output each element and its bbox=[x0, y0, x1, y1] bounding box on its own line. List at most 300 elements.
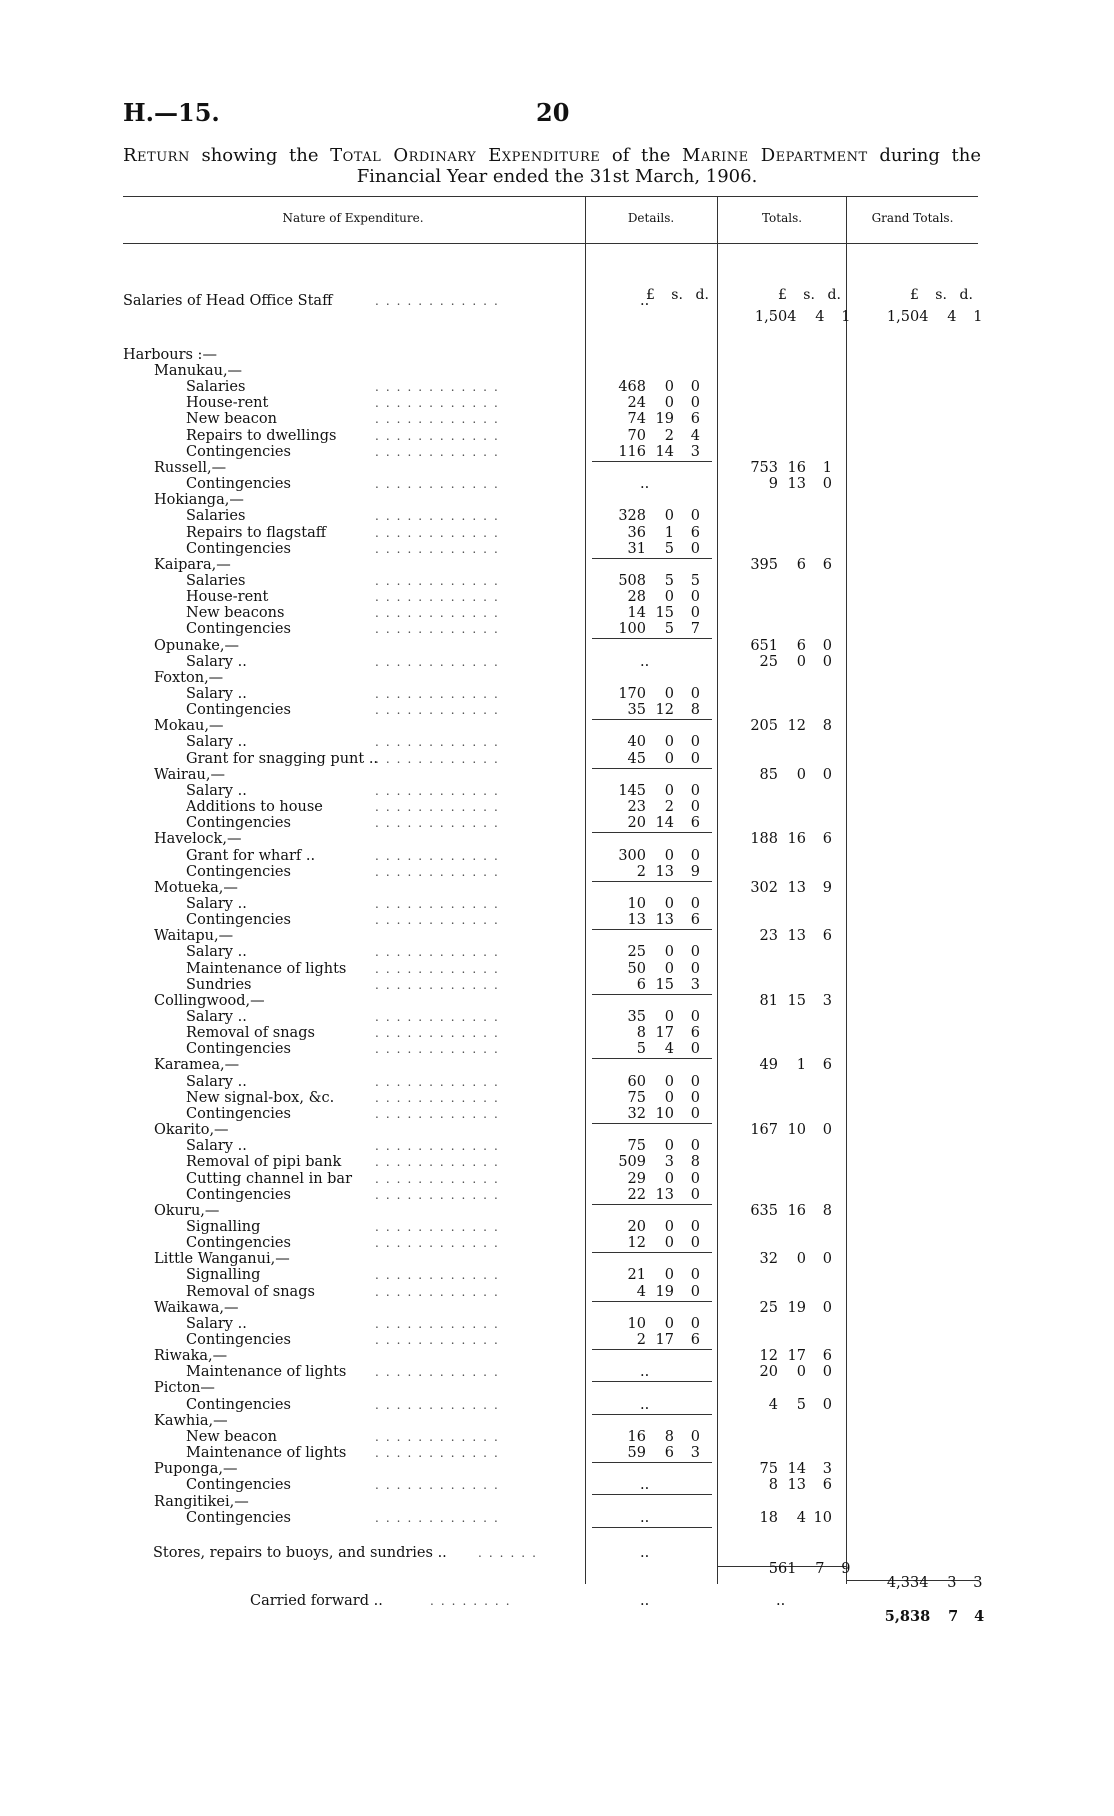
leader-dots: ............ bbox=[375, 1187, 505, 1202]
detail-amount: 2 13 9 bbox=[636, 863, 700, 880]
harbours-grand-total: 4,334 3 3 bbox=[886, 1575, 983, 1591]
harbour-name: Waikawa,— bbox=[154, 1299, 239, 1316]
detail-amount-empty: .. bbox=[640, 1477, 650, 1494]
detail-amount: 5 4 0 bbox=[636, 1041, 700, 1058]
head-office-row bbox=[0, 293, 1114, 325]
leader-dots: ............ bbox=[375, 525, 505, 540]
head-office-total: 1,504 4 1 bbox=[754, 309, 851, 325]
leader-dots: ............ bbox=[375, 1284, 505, 1299]
expenditure-item-row bbox=[0, 476, 1114, 492]
leader-dots: ............ bbox=[375, 1397, 505, 1412]
harbour-total-amount: 25 0 0 bbox=[759, 653, 832, 670]
harbour-heading-row bbox=[0, 492, 1114, 508]
item-label: Repairs to dwellings bbox=[186, 427, 337, 444]
item-label: Contingencies bbox=[186, 1186, 291, 1203]
harbour-heading-row bbox=[0, 460, 1114, 476]
carried-forward-row bbox=[0, 1593, 1114, 1625]
leader-dots: ............ bbox=[375, 477, 505, 492]
item-label: Contingencies bbox=[186, 1477, 291, 1494]
harbour-name: Russell,— bbox=[154, 459, 227, 476]
item-label: Maintenance of lights bbox=[186, 1445, 347, 1462]
expenditure-item-row bbox=[0, 1477, 1114, 1493]
leader-dots: ............ bbox=[375, 1510, 505, 1525]
expenditure-item-row bbox=[0, 848, 1114, 864]
expenditure-item-row bbox=[0, 1316, 1114, 1332]
leader-dots: ............ bbox=[375, 1010, 505, 1024]
item-label: Removal of pipi bank bbox=[186, 1154, 342, 1171]
title-word-of-the: of the bbox=[611, 145, 671, 166]
expenditure-item-row bbox=[0, 1445, 1114, 1461]
harbour-name: Motueka,— bbox=[154, 879, 238, 896]
detail-amount: 40 0 0 bbox=[627, 734, 700, 751]
leader-dots: ............ bbox=[375, 816, 505, 831]
harbour-heading-row bbox=[0, 767, 1114, 783]
leader-dots: ............ bbox=[375, 622, 505, 637]
item-label: Salary .. bbox=[186, 734, 247, 751]
stores-label: Stores, repairs to buoys, and sundries .. bbox=[153, 1545, 447, 1561]
item-label: Salary .. bbox=[186, 895, 247, 912]
item-label: Salary .. bbox=[186, 782, 247, 799]
detail-amount: 35 0 0 bbox=[627, 1009, 700, 1025]
detail-amount: 23 2 0 bbox=[627, 799, 700, 816]
item-label: Contingencies bbox=[186, 1396, 291, 1413]
item-label: Contingencies bbox=[186, 476, 291, 493]
leader-dots: ............ bbox=[375, 1139, 505, 1154]
carried-details: .. bbox=[640, 1593, 650, 1609]
leader-dots: ............ bbox=[375, 1333, 505, 1347]
harbour-heading-row bbox=[0, 1122, 1114, 1138]
harbour-name: Little Wanganui,— bbox=[154, 1251, 290, 1268]
expenditure-item-row bbox=[0, 1187, 1114, 1203]
stores-total: 561 7 9 bbox=[768, 1561, 851, 1577]
leader-dots: ............ bbox=[375, 1478, 505, 1493]
expenditure-item-row bbox=[0, 1219, 1114, 1235]
harbour-total-amount: 49 1 6 bbox=[759, 1057, 832, 1074]
column-header-grand-totals: Grand Totals. bbox=[871, 211, 954, 225]
item-label: Signalling bbox=[186, 1267, 261, 1284]
leader-dots: ............ bbox=[375, 294, 505, 308]
leader-dots: ............ bbox=[375, 961, 505, 976]
harbour-heading-row bbox=[0, 670, 1114, 686]
detail-amount: 50 0 0 bbox=[627, 960, 700, 977]
expenditure-item-row bbox=[0, 702, 1114, 718]
detail-amount: 45 0 0 bbox=[627, 750, 700, 767]
expenditure-item-row bbox=[0, 541, 1114, 557]
expenditure-item-row bbox=[0, 379, 1114, 395]
item-label: Contingencies bbox=[186, 1041, 291, 1058]
item-label: Additions to house bbox=[186, 799, 323, 816]
title-word-department: Marine Department bbox=[682, 145, 868, 166]
detail-amount: 100 5 7 bbox=[618, 621, 700, 638]
leader-dots: ............ bbox=[375, 1171, 505, 1186]
harbour-total-amount: 25 19 0 bbox=[759, 1299, 832, 1316]
detail-amount: 75 0 0 bbox=[627, 1089, 700, 1106]
harbour-total-amount: 302 13 9 bbox=[750, 879, 832, 896]
expenditure-item-row bbox=[0, 799, 1114, 815]
harbour-heading-row bbox=[0, 880, 1114, 896]
leader-dots: ........ bbox=[430, 1594, 517, 1608]
harbour-name: Wairau,— bbox=[154, 766, 225, 783]
harbour-heading-row bbox=[0, 1380, 1114, 1396]
harbour-total-amount: 18 4 10 bbox=[759, 1509, 832, 1526]
expenditure-item-row bbox=[0, 1090, 1114, 1106]
expenditure-item-row bbox=[0, 444, 1114, 460]
leader-dots: ............ bbox=[375, 735, 505, 750]
detail-amount: 6 15 3 bbox=[636, 976, 700, 993]
harbour-total-amount: 9 13 0 bbox=[768, 476, 832, 493]
item-label: Grant for snagging punt .. bbox=[186, 750, 379, 767]
item-label: Contingencies bbox=[186, 1332, 291, 1348]
detail-amount: 20 0 0 bbox=[627, 1218, 700, 1235]
harbour-total-amount: 23 13 6 bbox=[759, 928, 832, 945]
expenditure-item-row bbox=[0, 1106, 1114, 1122]
expenditure-item-row bbox=[0, 395, 1114, 411]
detail-amount-empty: .. bbox=[640, 653, 650, 670]
detail-amount: 116 14 3 bbox=[618, 443, 700, 460]
harbour-total-amount: 205 12 8 bbox=[750, 718, 832, 735]
detail-amount: 12 0 0 bbox=[627, 1235, 700, 1252]
leader-dots: ............ bbox=[375, 1074, 505, 1089]
expenditure-item-row bbox=[0, 1138, 1114, 1154]
detail-amount: 14 15 0 bbox=[627, 605, 700, 622]
item-label: Salary .. bbox=[186, 686, 247, 702]
leader-dots: ............ bbox=[375, 1316, 505, 1331]
item-label: Contingencies bbox=[186, 815, 291, 832]
leader-dots: ............ bbox=[375, 864, 505, 879]
expenditure-item-row bbox=[0, 783, 1114, 799]
expenditure-item-row bbox=[0, 1364, 1114, 1380]
harbours-label: Harbours :— bbox=[123, 347, 217, 363]
harbour-heading-row bbox=[0, 1494, 1114, 1510]
expenditure-item-row bbox=[0, 508, 1114, 524]
item-label: New signal-box, &c. bbox=[186, 1089, 335, 1106]
column-header-nature: Nature of Expenditure. bbox=[282, 211, 424, 225]
detail-amount-empty: .. bbox=[640, 1509, 650, 1526]
leader-dots: ............ bbox=[375, 1090, 505, 1105]
detail-amount: 509 3 8 bbox=[618, 1154, 700, 1171]
expenditure-item-row bbox=[0, 1171, 1114, 1187]
harbour-heading-row bbox=[0, 1057, 1114, 1073]
expenditure-item-row bbox=[0, 734, 1114, 750]
detail-amount: 59 6 3 bbox=[627, 1445, 700, 1462]
detail-amount: 300 0 0 bbox=[618, 847, 700, 864]
leader-dots: ............ bbox=[375, 1026, 505, 1041]
harbour-heading-row bbox=[0, 1461, 1114, 1477]
carried-total: .. bbox=[776, 1593, 786, 1609]
expenditure-item-row bbox=[0, 654, 1114, 670]
leader-dots: ............ bbox=[375, 1219, 505, 1234]
detail-amount: 16 8 0 bbox=[627, 1428, 700, 1445]
detail-amount: 10 0 0 bbox=[627, 1315, 700, 1332]
leader-dots: ............ bbox=[375, 1042, 505, 1057]
harbour-name: Mokau,— bbox=[154, 718, 224, 735]
detail-amount: 36 1 6 bbox=[627, 524, 700, 541]
expenditure-item-row bbox=[0, 1235, 1114, 1251]
harbour-total-amount: 635 16 8 bbox=[750, 1202, 832, 1219]
harbour-name: Waitapu,— bbox=[154, 928, 234, 945]
harbour-name: Manukau,— bbox=[154, 363, 243, 379]
harbour-heading-row bbox=[0, 993, 1114, 1009]
item-label: Salary .. bbox=[186, 1073, 247, 1090]
harbour-heading-row bbox=[0, 1300, 1114, 1316]
leader-dots: ............ bbox=[375, 1106, 505, 1121]
leader-dots: ...... bbox=[478, 1546, 543, 1560]
harbour-heading-row bbox=[0, 363, 1114, 379]
harbour-heading-row bbox=[0, 718, 1114, 734]
harbour-total-amount: 75 14 3 bbox=[759, 1461, 832, 1478]
harbour-name: Hokianga,— bbox=[154, 492, 244, 509]
detail-amount: 8 17 6 bbox=[636, 1025, 700, 1042]
item-label: Salary .. bbox=[186, 1138, 247, 1155]
expenditure-item-row bbox=[0, 411, 1114, 427]
item-label: Salaries bbox=[186, 508, 246, 525]
detail-amount: 31 5 0 bbox=[627, 540, 700, 557]
expenditure-item-row bbox=[0, 751, 1114, 767]
detail-amount: 10 0 0 bbox=[627, 895, 700, 912]
harbour-heading-row bbox=[0, 928, 1114, 944]
expenditure-item-row bbox=[0, 815, 1114, 831]
harbour-total-amount: 651 6 0 bbox=[750, 637, 832, 654]
harbour-total-amount: 12 17 6 bbox=[759, 1348, 832, 1365]
detail-amount: 25 0 0 bbox=[627, 944, 700, 961]
return-title-line1 bbox=[123, 145, 981, 166]
return-title-line2: Financial Year ended the 31st March, 1906. bbox=[356, 166, 758, 187]
leader-dots: ............ bbox=[375, 1365, 505, 1380]
harbour-name: Picton— bbox=[154, 1380, 215, 1397]
leader-dots: ............ bbox=[375, 1236, 505, 1251]
column-header-totals: Totals. bbox=[761, 211, 803, 225]
expenditure-item-row bbox=[0, 1025, 1114, 1041]
leader-dots: ............ bbox=[375, 590, 505, 605]
item-label: Removal of snags bbox=[186, 1025, 315, 1042]
leader-dots: ............ bbox=[375, 751, 505, 766]
expenditure-item-row bbox=[0, 1154, 1114, 1170]
harbour-name: Havelock,— bbox=[154, 831, 242, 848]
detail-amount-empty: .. bbox=[640, 476, 650, 493]
title-word-expenditure: Total Ordinary Expenditure bbox=[330, 145, 601, 166]
item-label: Removal of snags bbox=[186, 1283, 315, 1300]
detail-amount-empty: .. bbox=[640, 1396, 650, 1413]
item-label: Salary .. bbox=[186, 1009, 247, 1025]
leader-dots: ............ bbox=[375, 541, 505, 556]
leader-dots: ............ bbox=[375, 896, 505, 911]
harbour-total-amount: 167 10 0 bbox=[750, 1122, 832, 1139]
item-label: Contingencies bbox=[186, 443, 291, 460]
detail-amount: 32 10 0 bbox=[627, 1105, 700, 1122]
leader-dots: ............ bbox=[375, 703, 505, 718]
expenditure-item-row bbox=[0, 589, 1114, 605]
harbour-name: Collingwood,— bbox=[154, 992, 265, 1009]
expenditure-item-row bbox=[0, 864, 1114, 880]
detail-amount: 74 19 6 bbox=[627, 411, 700, 428]
harbour-heading-row bbox=[0, 1251, 1114, 1267]
expenditure-item-row bbox=[0, 1429, 1114, 1445]
expenditure-item-row bbox=[0, 961, 1114, 977]
item-label: Contingencies bbox=[186, 863, 291, 880]
detail-amount: 60 0 0 bbox=[627, 1073, 700, 1090]
harbour-total-amount: 4 5 0 bbox=[768, 1396, 832, 1413]
harbour-total-amount: 85 0 0 bbox=[759, 766, 832, 783]
detail-amount: 20 14 6 bbox=[627, 815, 700, 832]
leader-dots: ............ bbox=[375, 509, 505, 524]
head-office-grand-total: 1,504 4 1 bbox=[886, 309, 983, 325]
expenditure-item-row bbox=[0, 944, 1114, 960]
totals-units: £ s. d. bbox=[777, 287, 841, 303]
item-label: New beacons bbox=[186, 605, 285, 622]
harbour-total-amount: 81 15 3 bbox=[759, 992, 832, 1009]
detail-amount: 21 0 0 bbox=[627, 1267, 700, 1284]
subtotal-grand-row bbox=[0, 1559, 1114, 1591]
detail-amount: 75 0 0 bbox=[627, 1138, 700, 1155]
harbour-heading-row bbox=[0, 831, 1114, 847]
detail-amount: 145 0 0 bbox=[618, 782, 700, 799]
title-word-return: Return bbox=[123, 145, 190, 166]
harbour-name: Foxton,— bbox=[154, 669, 224, 686]
detail-amount: 13 13 6 bbox=[627, 912, 700, 929]
leader-dots: ............ bbox=[375, 1429, 505, 1444]
title-word-showing: showing the bbox=[201, 145, 319, 166]
leader-dots: ............ bbox=[375, 654, 505, 669]
document-reference: H.—15. bbox=[123, 98, 220, 127]
detail-amount: 468 0 0 bbox=[618, 379, 700, 396]
item-label: Maintenance of lights bbox=[186, 960, 347, 977]
harbour-total-amount: 395 6 6 bbox=[750, 556, 832, 573]
expenditure-item-row bbox=[0, 525, 1114, 541]
detail-amount: 24 0 0 bbox=[627, 395, 700, 412]
harbour-name: Okuru,— bbox=[154, 1202, 220, 1219]
harbour-total-amount: 753 16 1 bbox=[750, 459, 832, 476]
leader-dots: ............ bbox=[375, 848, 505, 863]
leader-dots: ............ bbox=[375, 606, 505, 621]
expenditure-item-row bbox=[0, 1267, 1114, 1283]
leader-dots: ............ bbox=[375, 573, 505, 588]
column-header-details: Details. bbox=[627, 211, 675, 225]
harbour-total-amount: 20 0 0 bbox=[759, 1364, 832, 1381]
table-top-rule bbox=[123, 196, 978, 197]
expenditure-item-row bbox=[0, 1332, 1114, 1348]
item-label: Contingencies bbox=[186, 1105, 291, 1122]
detail-amount: 22 13 0 bbox=[627, 1186, 700, 1203]
harbour-heading-row bbox=[0, 557, 1114, 573]
item-label: Signalling bbox=[186, 1218, 261, 1235]
harbour-name: Kawhia,— bbox=[154, 1412, 228, 1429]
leader-dots: ............ bbox=[375, 687, 505, 701]
item-label: Contingencies bbox=[186, 702, 291, 719]
stores-details: .. bbox=[640, 1545, 650, 1561]
expenditure-item-row bbox=[0, 1284, 1114, 1300]
expenditure-item-row bbox=[0, 977, 1114, 993]
page-number: 20 bbox=[536, 98, 570, 127]
grand-units: £ s. d. bbox=[909, 287, 973, 303]
harbour-heading-row bbox=[0, 638, 1114, 654]
detail-amount: 170 0 0 bbox=[618, 686, 700, 702]
leader-dots: ............ bbox=[375, 380, 505, 395]
item-label: Maintenance of lights bbox=[186, 1364, 347, 1381]
detail-amount: 29 0 0 bbox=[627, 1170, 700, 1187]
leader-dots: ............ bbox=[375, 783, 505, 798]
item-label: Cutting channel in bar bbox=[186, 1170, 353, 1187]
expenditure-item-row bbox=[0, 621, 1114, 637]
item-label: Contingencies bbox=[186, 621, 291, 638]
leader-dots: ............ bbox=[375, 1268, 505, 1283]
head-office-label: Salaries of Head Office Staff bbox=[123, 293, 333, 309]
leader-dots: ............ bbox=[375, 444, 505, 459]
expenditure-item-row bbox=[0, 1009, 1114, 1025]
item-label: New beacon bbox=[186, 1428, 277, 1445]
header-bottom-rule bbox=[123, 243, 978, 244]
subtotal-rule bbox=[592, 1527, 712, 1528]
harbour-name: Okarito,— bbox=[154, 1122, 229, 1139]
title-word-during: during the bbox=[879, 145, 981, 166]
harbour-heading-row bbox=[0, 1413, 1114, 1429]
carried-forward-label: Carried forward .. bbox=[250, 1593, 383, 1609]
harbour-name: Karamea,— bbox=[154, 1057, 240, 1074]
harbour-total-amount: 32 0 0 bbox=[759, 1251, 832, 1268]
item-label: New beacon bbox=[186, 411, 277, 428]
item-label: Contingencies bbox=[186, 540, 291, 557]
expenditure-item-row bbox=[0, 1074, 1114, 1090]
detail-amount: 328 0 0 bbox=[618, 508, 700, 525]
item-label: House-rent bbox=[186, 395, 269, 412]
leader-dots: ............ bbox=[375, 1155, 505, 1170]
details-units: £ s. d. bbox=[645, 287, 709, 303]
harbour-name: Puponga,— bbox=[154, 1461, 238, 1478]
detail-amount: 35 12 8 bbox=[627, 702, 700, 719]
detail-amount: 4 19 0 bbox=[636, 1283, 700, 1300]
harbour-total-amount: 8 13 6 bbox=[768, 1477, 832, 1494]
leader-dots: ............ bbox=[375, 412, 505, 427]
harbour-name: Riwaka,— bbox=[154, 1348, 228, 1365]
expenditure-item-row bbox=[0, 1397, 1114, 1413]
harbour-heading-row bbox=[0, 1203, 1114, 1219]
detail-amount: 508 5 5 bbox=[618, 572, 700, 589]
head-office-details: .. bbox=[640, 293, 650, 309]
leader-dots: ............ bbox=[375, 1446, 505, 1461]
harbour-name: Opunake,— bbox=[154, 637, 239, 654]
harbour-total-amount: 188 16 6 bbox=[750, 831, 832, 848]
item-label: Grant for wharf .. bbox=[186, 847, 316, 864]
detail-amount: 28 0 0 bbox=[627, 589, 700, 606]
expenditure-item-row bbox=[0, 912, 1114, 928]
leader-dots: ............ bbox=[375, 428, 505, 443]
expenditure-item-row bbox=[0, 428, 1114, 444]
item-label: Contingencies bbox=[186, 1235, 291, 1252]
item-label: Salary .. bbox=[186, 653, 247, 670]
item-label: Contingencies bbox=[186, 1509, 291, 1526]
leader-dots: ............ bbox=[375, 800, 505, 815]
expenditure-item-row bbox=[0, 686, 1114, 702]
detail-amount: 2 17 6 bbox=[636, 1332, 700, 1348]
item-label: Repairs to flagstaff bbox=[186, 524, 327, 541]
item-label: Salaries bbox=[186, 572, 246, 589]
expenditure-item-row bbox=[0, 605, 1114, 621]
harbour-name: Rangitikei,— bbox=[154, 1493, 249, 1510]
detail-amount: 70 2 4 bbox=[627, 427, 700, 444]
leader-dots: ............ bbox=[375, 977, 505, 992]
expenditure-item-row bbox=[0, 573, 1114, 589]
leader-dots: ............ bbox=[375, 945, 505, 960]
item-label: House-rent bbox=[186, 589, 269, 606]
expenditure-item-row bbox=[0, 1041, 1114, 1057]
detail-amount-empty: .. bbox=[640, 1364, 650, 1381]
leader-dots: ............ bbox=[375, 396, 505, 411]
carried-grand-total: 5,838 7 4 bbox=[884, 1608, 985, 1625]
harbour-name: Kaipara,— bbox=[154, 556, 231, 573]
expenditure-item-row bbox=[0, 896, 1114, 912]
harbours-heading bbox=[0, 347, 1114, 363]
item-label: Salary .. bbox=[186, 1315, 247, 1332]
item-label: Contingencies bbox=[186, 912, 291, 929]
